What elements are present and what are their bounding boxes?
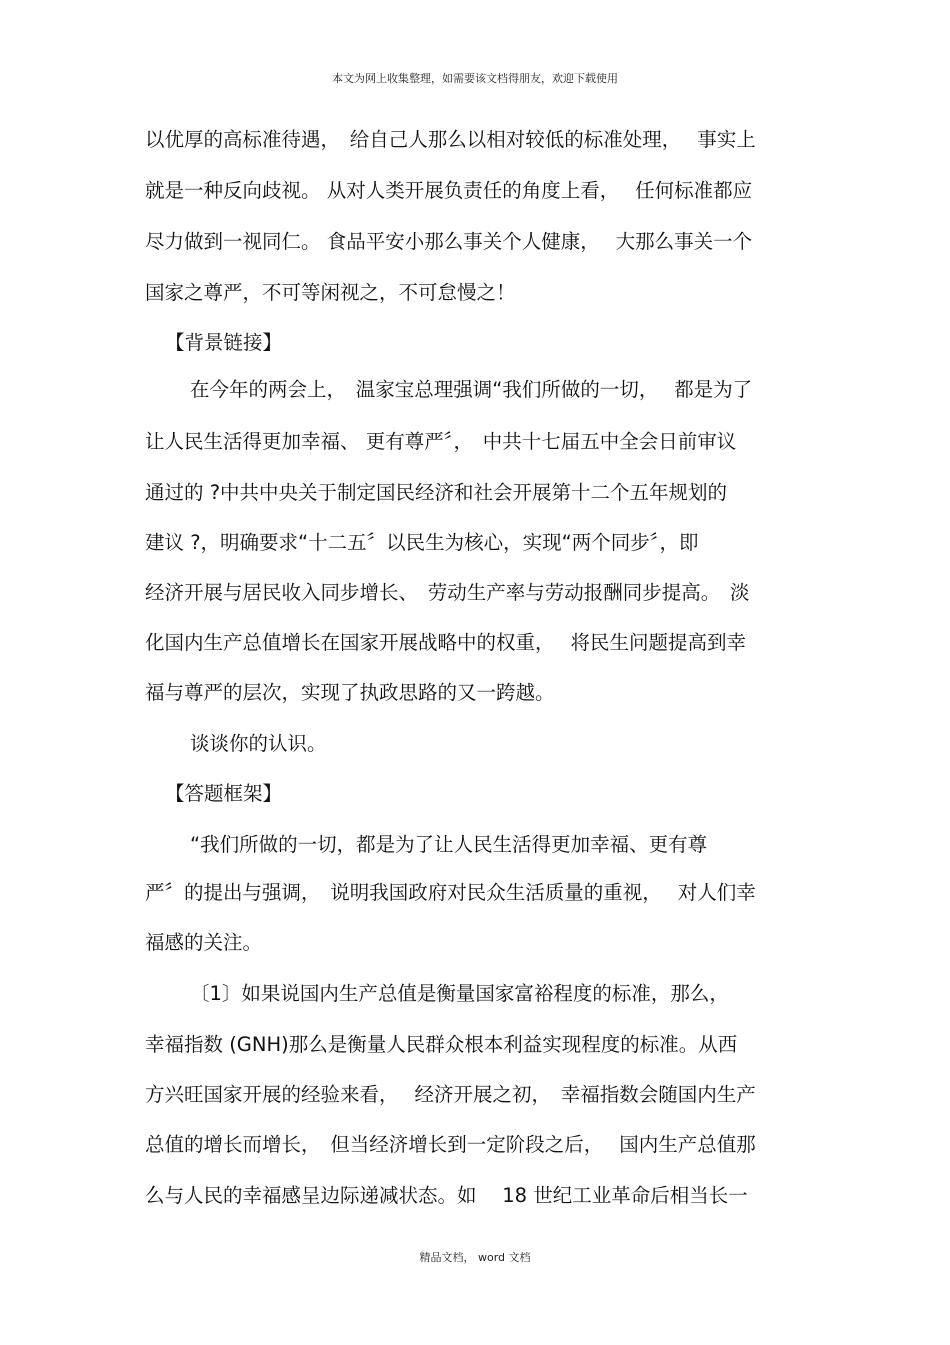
text-line: 谈谈你的认识。	[190, 732, 327, 755]
text-line: 福感的关注。	[145, 931, 263, 954]
text-line: 在今年的两会上， 温家宝总理强调“我们所做的一切， 都是为了	[190, 378, 753, 401]
text-line: 以优厚的高标准待遇， 给自己人那么以相对较低的标准处理， 事实上	[145, 128, 756, 151]
page-header-note: 本文为网上收集整理，如需要该文档得朋友，欢迎下载使用	[332, 72, 618, 85]
text-line: 严〞的提出与强调， 说明我国政府对民众生活质量的重视， 对人们幸	[145, 881, 756, 904]
text-line: 尽力做到一视同仁。 食品平安小那么事关个人健康， 大那么事关一个	[145, 230, 753, 253]
text-line: 经济开展与居民收入同步增长、 劳动生产率与劳动报酬同步提高。 淡	[145, 581, 750, 604]
text-line: 化国内生产总值增长在国家开展战略中的权重， 将民生问题提高到幸	[145, 631, 746, 654]
text-line: 幸福指数 (GNH)那么是衡量人民群众根本利益实现程度的标准。从西	[145, 1033, 738, 1056]
text-line: 方兴旺国家开展的经验来看， 经济开展之初， 幸福指数会随国内生产	[145, 1083, 756, 1106]
text-line: 就是一种反向歧视。 从对人类开展负责任的角度上看， 任何标准都应	[145, 179, 753, 202]
text-line: 总值的增长而增长， 但当经济增长到一定阶段之后， 国内生产总值那	[145, 1133, 756, 1156]
text-line: 么与人民的幸福感呈边际递减状态。如 18 世纪工业革命后相当长一	[145, 1184, 748, 1207]
text-line: 国家之尊严，不可等闲视之，不可怠慢之！	[145, 281, 516, 304]
text-line: 建议 ?，明确要求“十二五〞以民生为核心，实现“两个同步〞，即	[145, 531, 699, 554]
text-line: 通过的 ?中共中央关于制定国民经济和社会开展第十二个五年规划的	[145, 481, 728, 504]
text-line: 让人民生活得更加幸福、 更有尊严〞， 中共十七届五中全会日前审议	[145, 430, 737, 453]
text-line: 福与尊严的层次，实现了执政思路的又一跨越。	[145, 681, 555, 704]
text-line: “我们所做的一切，都是为了让人民生活得更加幸福、更有尊	[190, 833, 708, 856]
text-line: 〔1〕如果说国内生产总值是衡量国家富裕程度的标准，那么，	[190, 982, 729, 1005]
section-heading-background: 【背景链接】	[165, 331, 283, 354]
page-footer-note: 精品文档， word 文档	[419, 1251, 531, 1264]
section-heading-answer: 【答题框架】	[165, 782, 283, 805]
